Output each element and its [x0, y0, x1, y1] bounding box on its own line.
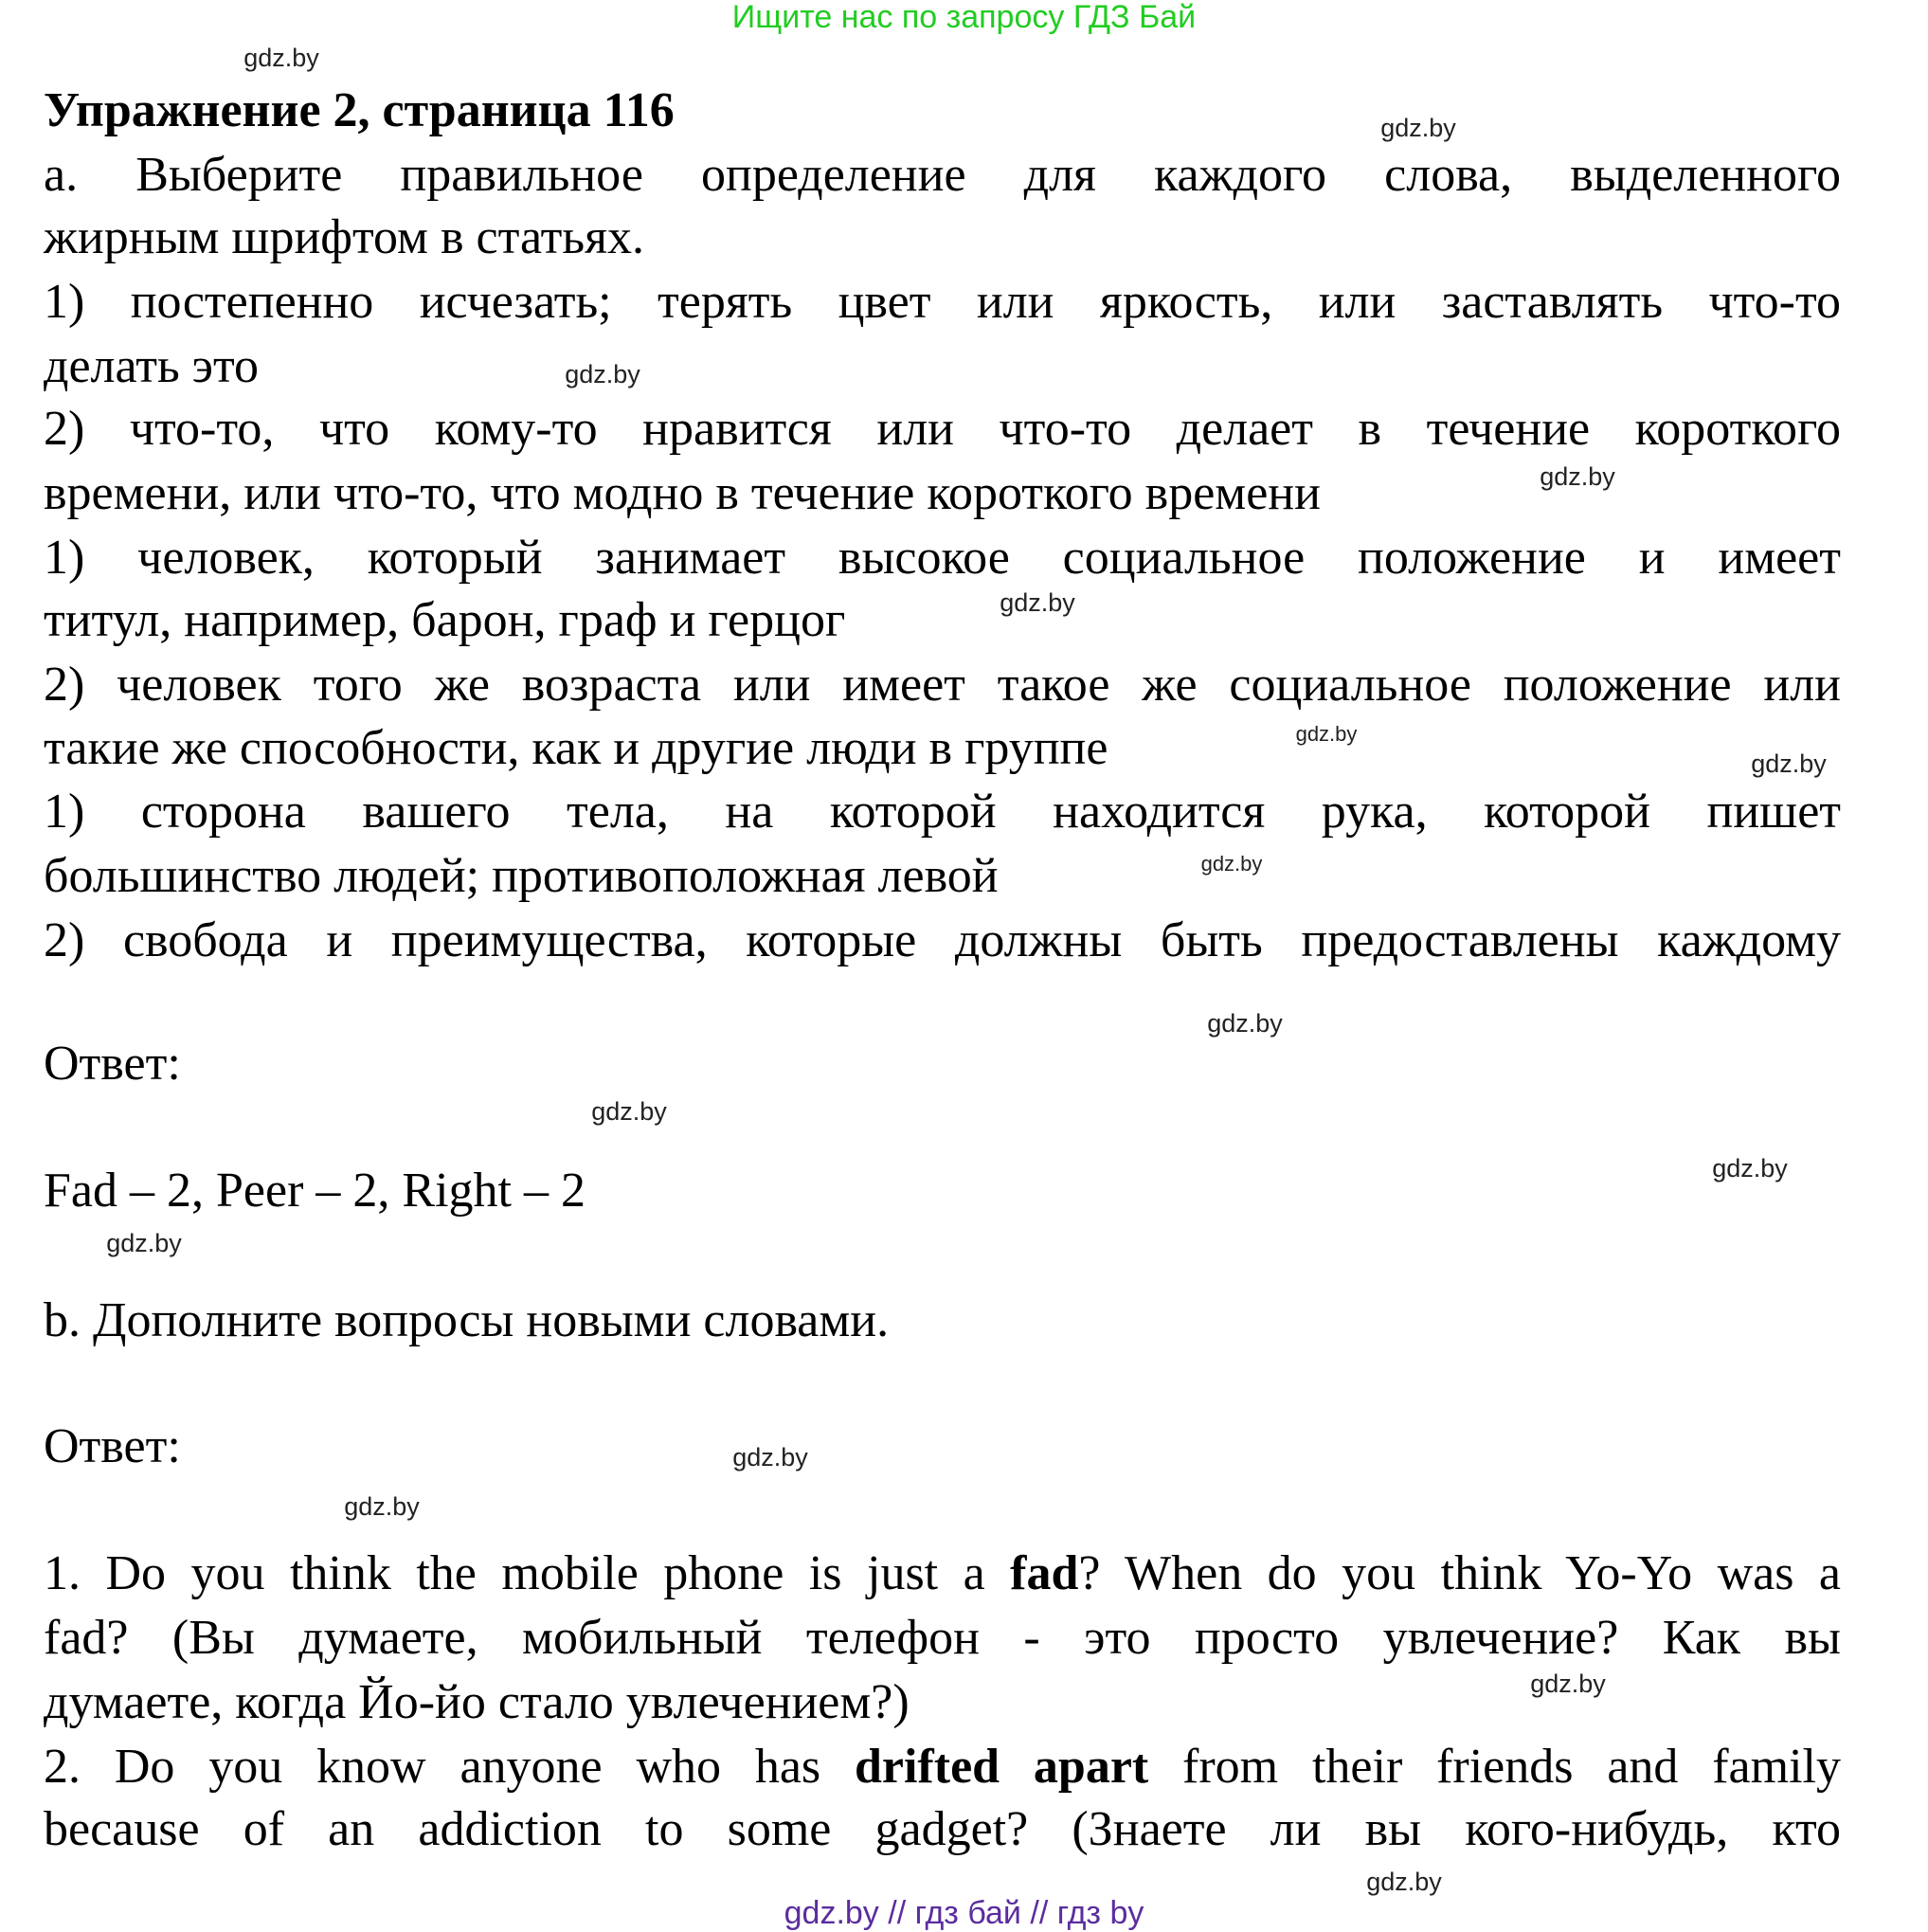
watermark: gdz.by: [1712, 1154, 1788, 1183]
question-2-line: because of an addiction to some gadget? (Знаете ли вы кого-нибудь, кто: [44, 1802, 1841, 1856]
answer-label-b: Ответ:: [44, 1419, 181, 1473]
definition-line: 2) свобода и преимущества, которые должны быть предоставлены каждому: [44, 913, 1841, 967]
q2-keyword: drifted apart: [854, 1740, 1149, 1794]
question-2-line: [44, 1736, 1841, 1798]
definition-line: 1) сторона вашего тела, на которой находится рука, которой пишет: [44, 785, 1841, 839]
definition-line: 1) человек, который занимает высокое социальное положение и имеет: [44, 531, 1841, 585]
watermark: gdz.by: [1200, 852, 1263, 876]
task-b: b. Дополните вопросы новыми словами.: [44, 1293, 890, 1347]
watermark: gdz.by: [106, 1229, 182, 1257]
q2-text: from their friends and family: [1148, 1740, 1841, 1794]
watermark: gdz.by: [732, 1443, 808, 1472]
q1-text: 1. Do you think the mobile phone is just a: [44, 1546, 1011, 1600]
watermark: gdz.by: [1295, 722, 1358, 746]
watermark: gdz.by: [1000, 588, 1075, 617]
watermark: gdz.by: [1380, 114, 1456, 142]
answer-label-a: Ответ:: [44, 1037, 181, 1091]
definition-line: большинство людей; противоположная левой: [44, 849, 999, 903]
definition-line: 2) человек того же возраста или имеет такое же социальное положение или: [44, 658, 1841, 712]
footer-banner: gdz.by // гдз бай // гдз by: [784, 1895, 1144, 1931]
question-1-line: думаете, когда Йо-йо стало увлечением?): [44, 1675, 910, 1729]
question-1-line: fad? (Вы думаете, мобильный телефон - это просто увлечение? Как вы: [44, 1611, 1841, 1665]
watermark: gdz.by: [344, 1492, 420, 1521]
task-a-line: а. Выберите правильное определение для каждого слова, выделенного: [44, 148, 1841, 202]
q1-text: ? When do you think Yo-Yo was a: [1078, 1546, 1842, 1600]
watermark: gdz.by: [1207, 1009, 1283, 1038]
header-banner: Ищите нас по запросу ГДЗ Бай: [731, 0, 1197, 35]
definition-line: времени, или что-то, что модно в течение короткого времени: [44, 466, 1321, 520]
watermark: gdz.by: [1540, 462, 1615, 491]
question-1-line: [44, 1543, 1841, 1605]
task-a-line: жирным шрифтом в статьях.: [44, 210, 645, 264]
q1-keyword: fad: [1010, 1546, 1079, 1600]
answer-a: Fad – 2, Peer – 2, Right – 2: [44, 1164, 586, 1218]
watermark: gdz.by: [1530, 1670, 1606, 1698]
watermark: gdz.by: [1751, 749, 1827, 778]
page-title: Упражнение 2, страница 116: [44, 83, 675, 137]
definition-line: такие же способности, как и другие люди в группе: [44, 721, 1108, 775]
watermark: gdz.by: [243, 44, 319, 72]
definition-line: титул, например, барон, граф и герцог: [44, 593, 846, 647]
q2-text: 2. Do you know anyone who has: [44, 1740, 855, 1794]
definition-line: 1) постепенно исчезать; терять цвет или яркость, или заставлять что-то: [44, 275, 1841, 329]
definition-line: 2) что-то, что кому-то нравится или что-то делает в течение короткого: [44, 402, 1841, 456]
watermark: gdz.by: [591, 1097, 667, 1126]
definition-line: делать это: [44, 339, 260, 393]
watermark: gdz.by: [1366, 1868, 1442, 1896]
watermark: gdz.by: [565, 360, 640, 388]
